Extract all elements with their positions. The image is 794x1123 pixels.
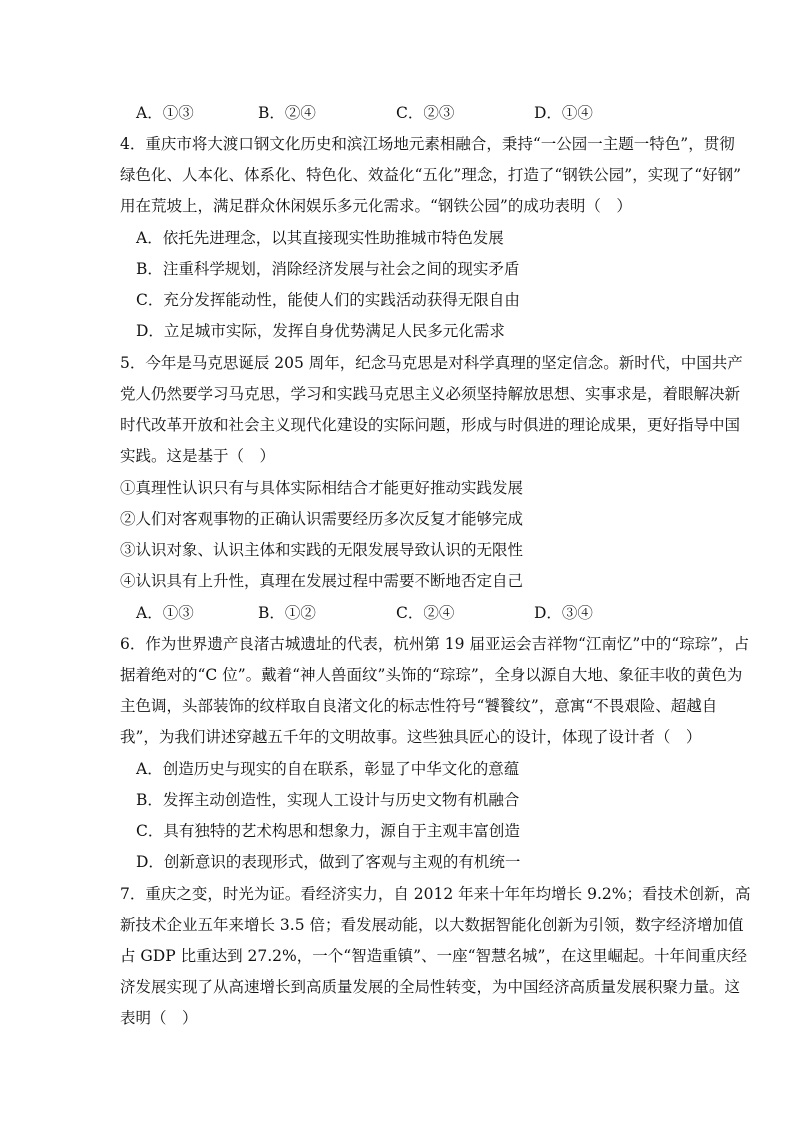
q4-stem-line: 绿色化、人本化、体系化、特色化、效益化“五化”理念，打造了“钢铁公园”，实现了“好钢” bbox=[120, 166, 742, 184]
q5-stem-line: 实践。这是基于（ ） bbox=[120, 447, 276, 465]
q4-option-b[interactable]: B．注重科学规划，消除经济发展与社会之间的现实矛盾 bbox=[136, 260, 520, 278]
q6-stem-line: 主色调，头部装饰的纹样取自良渚文化的标志性符号“饕餮纹”，意寓“不畏艰险、超越自 bbox=[120, 697, 718, 715]
q5-statement-2: ②人们对客观事物的正确认识需要经历多次反复才能够完成 bbox=[120, 510, 524, 528]
q5-statement-4: ④认识具有上升性，真理在发展过程中需要不断地否定自己 bbox=[120, 572, 524, 590]
q7-stem-line: 占 GDP 比重达到 27.2%，一个“智造重镇”、一座“智慧名城”，在这里崛起。十年间重庆经 bbox=[120, 947, 747, 965]
q5-statement-3: ③认识对象、认识主体和实践的无限发展导致认识的无限性 bbox=[120, 541, 524, 559]
q4-stem-line: 4．重庆市将大渡口钢文化历史和滨江场地元素相融合，秉持“一公园一主题一特色”，贯彻 bbox=[120, 135, 735, 153]
q6-option-d[interactable]: D．创新意识的表现形式，做到了客观与主观的有机统一 bbox=[136, 853, 521, 871]
q5-option-a[interactable]: A．①③ bbox=[136, 604, 194, 622]
q6-stem-line: 我”，为我们讲述穿越五千年的文明故事。这些独具匠心的设计，体现了设计者（ ） bbox=[120, 728, 702, 746]
q6-stem-line: 据着绝对的“C 位”。戴着“神人兽面纹”头饰的“琮琮”，全身以源自大地、象征丰收的黄色为 bbox=[120, 666, 743, 684]
q6-stem-line: 6．作为世界遗产良渚古城遗址的代表，杭州第 19 届亚运会吉祥物“江南忆”中的“琮琮”，占 bbox=[120, 635, 750, 653]
q4-option-d[interactable]: D．立足城市实际，发挥自身优势满足人民多元化需求 bbox=[136, 322, 505, 340]
q5-option-c[interactable]: C．②④ bbox=[396, 604, 455, 622]
q4-option-a[interactable]: A．依托先进理念，以其直接现实性助推城市特色发展 bbox=[136, 229, 504, 247]
q5-stem-line: 5．今年是马克思诞辰 205 周年，纪念马克思是对科学真理的坚定信念。新时代，中国共产 bbox=[120, 354, 743, 372]
q7-stem-line: 新技术企业五年来增长 3.5 倍；看发展动能，以大数据智能化创新为引领，数字经济增加值 bbox=[120, 916, 744, 934]
q5-option-b[interactable]: B．①② bbox=[258, 604, 316, 622]
q5-statement-1: ①真理性认识只有与具体实际相结合才能更好推动实践发展 bbox=[120, 479, 524, 497]
q3-option-c[interactable]: C．②③ bbox=[396, 104, 455, 122]
q3-option-d[interactable]: D．①④ bbox=[534, 104, 593, 122]
q3-option-a[interactable]: A．①③ bbox=[136, 104, 194, 122]
q6-option-a[interactable]: A．创造历史与现实的自在联系，彰显了中华文化的意蕴 bbox=[136, 760, 520, 778]
q5-options bbox=[136, 603, 680, 623]
q3-options bbox=[136, 103, 680, 123]
q5-stem-line: 党人仍然要学习马克思，学习和实践马克思主义必须坚持解放思想、实事求是，着眼解决新 bbox=[120, 385, 741, 403]
q3-option-b[interactable]: B．②④ bbox=[258, 104, 316, 122]
q5-option-d[interactable]: D．③④ bbox=[534, 604, 593, 622]
q7-stem-line: 济发展实现了从高速增长到高质量发展的全局性转变，为中国经济高质量发展积聚力量。这 bbox=[120, 978, 741, 996]
q6-option-c[interactable]: C．具有独特的艺术构思和想象力，源自于主观丰富创造 bbox=[136, 822, 520, 840]
q6-option-b[interactable]: B．发挥主动创造性，实现人工设计与历史文物有机融合 bbox=[136, 791, 520, 809]
q4-stem-line: 用在荒坡上，满足群众休闲娱乐多元化需求。“钢铁公园”的成功表明（ ） bbox=[120, 197, 632, 215]
q5-stem-line: 时代改革开放和社会主义现代化建设的实际问题，形成与时俱进的理论成果，更好指导中国 bbox=[120, 416, 741, 434]
q4-option-c[interactable]: C．充分发挥能动性，能使人们的实践活动获得无限自由 bbox=[136, 291, 520, 309]
q7-stem-line: 表明（ ） bbox=[120, 1009, 198, 1027]
q7-stem-line: 7．重庆之变，时光为证。看经济实力，自 2012 年来十年年均增长 9.2%；看技术创新，高 bbox=[120, 885, 751, 903]
